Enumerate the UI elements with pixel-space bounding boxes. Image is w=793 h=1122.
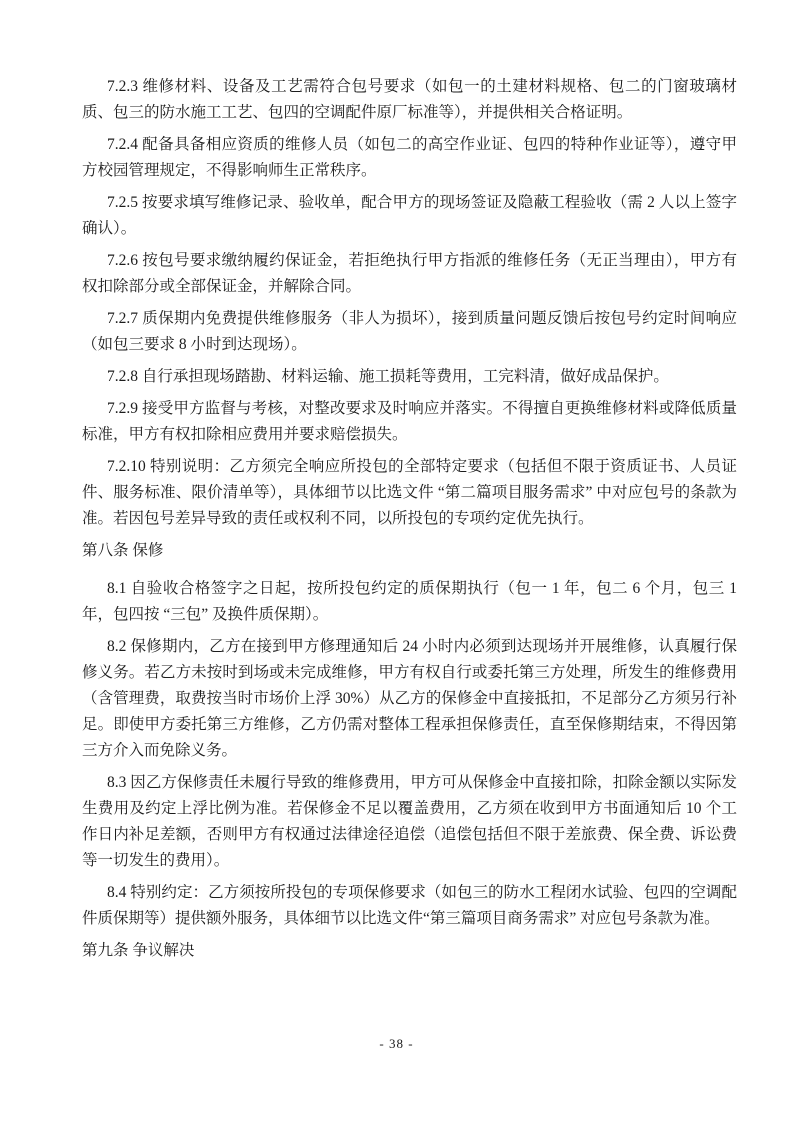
clause-8-4: 8.4 特别约定：乙方须按所投包的专项保修要求（如包三的防水工程闭水试验、包四的空调配件质保期等）提供额外服务，具体细节以比选文件“第三篇项目商务需求” 对应包号条款为准。 — [82, 884, 737, 927]
page-number: - 38 - — [379, 1036, 414, 1051]
document-content — [82, 74, 737, 976]
clause-8-1: 8.1 自验收合格签字之日起，按所投包约定的质保期执行（包一 1 年，包二 6 个月，包三 1 年，包四按 “三包” 及换件质保期）。 — [82, 580, 737, 623]
clause-7-2-5: 7.2.5 按要求填写维修记录、验收单，配合甲方的现场签证及隐蔽工程验收（需 2 人以上签字确认）。 — [82, 194, 737, 237]
heading-article-8: 第八条 保修 — [82, 542, 164, 559]
clause-7-2-10: 7.2.10 特别说明：乙方须完全响应所投包的全部特定要求（包括但不限于资质证书、人员证件、服务标准、限价清单等），具体细节以比选文件 “第二篇项目服务需求” 中对应包号的条款为准。若因包号差异导致的责任或权利不同，以所投包的专项约定优先执行。 — [82, 458, 737, 527]
clause-7-2-4: 7.2.4 配备具备相应资质的维修人员（如包二的高空作业证、包四的特种作业证等），遵守甲方校园管理规定，不得影响师生正常秩序。 — [82, 136, 737, 179]
clause-8-3: 8.3 因乙方保修责任未履行导致的维修费用，甲方可从保修金中直接扣除，扣除金额以实际发生费用及约定上浮比例为准。若保修金不足以覆盖费用，乙方须在收到甲方书面通知后 10 个工作日内补足差额，否则甲方有权通过法律途径追偿（追偿包括但不限于差旅费、保全费、诉讼费等一切发生的费用）。 — [82, 774, 737, 869]
clause-8-2: 8.2 保修期内，乙方在接到甲方修理通知后 24 小时内必须到达现场并开展维修，认真履行保修义务。若乙方未按时到场或未完成维修，甲方有权自行或委托第三方处理，所发生的维修费用（含管理费，取费按当时市场价上浮 30%）从乙方的保修金中直接抵扣，不足部分乙方须另行补足。即使甲方委托第三方维修，乙方仍需对整体工程承担保修责任，直至保修期结束，不得因第三方介入而免除义务。 — [82, 638, 737, 759]
clause-7-2-3: 7.2.3 维修材料、设备及工艺需符合包号要求（如包一的土建材料规格、包二的门窗玻璃材质、包三的防水施工工艺、包四的空调配件原厂标准等），并提供相关合格证明。 — [82, 78, 737, 121]
heading-article-9: 第九条 争议解决 — [82, 942, 195, 959]
clause-7-2-6: 7.2.6 按包号要求缴纳履约保证金，若拒绝执行甲方指派的维修任务（无正当理由），甲方有权扣除部分或全部保证金，并解除合同。 — [82, 252, 737, 295]
clause-7-2-9: 7.2.9 接受甲方监督与考核，对整改要求及时响应并落实。不得擅自更换维修材料或降低质量标准，甲方有权扣除相应费用并要求赔偿损失。 — [82, 400, 737, 443]
clause-7-2-7: 7.2.7 质保期内免费提供维修服务（非人为损坏），接到质量问题反馈后按包号约定时间响应（如包三要求 8 小时到达现场）。 — [82, 310, 737, 353]
clause-7-2-8: 7.2.8 自行承担现场踏勘、材料运输、施工损耗等费用，工完料清，做好成品保护。 — [107, 368, 669, 385]
